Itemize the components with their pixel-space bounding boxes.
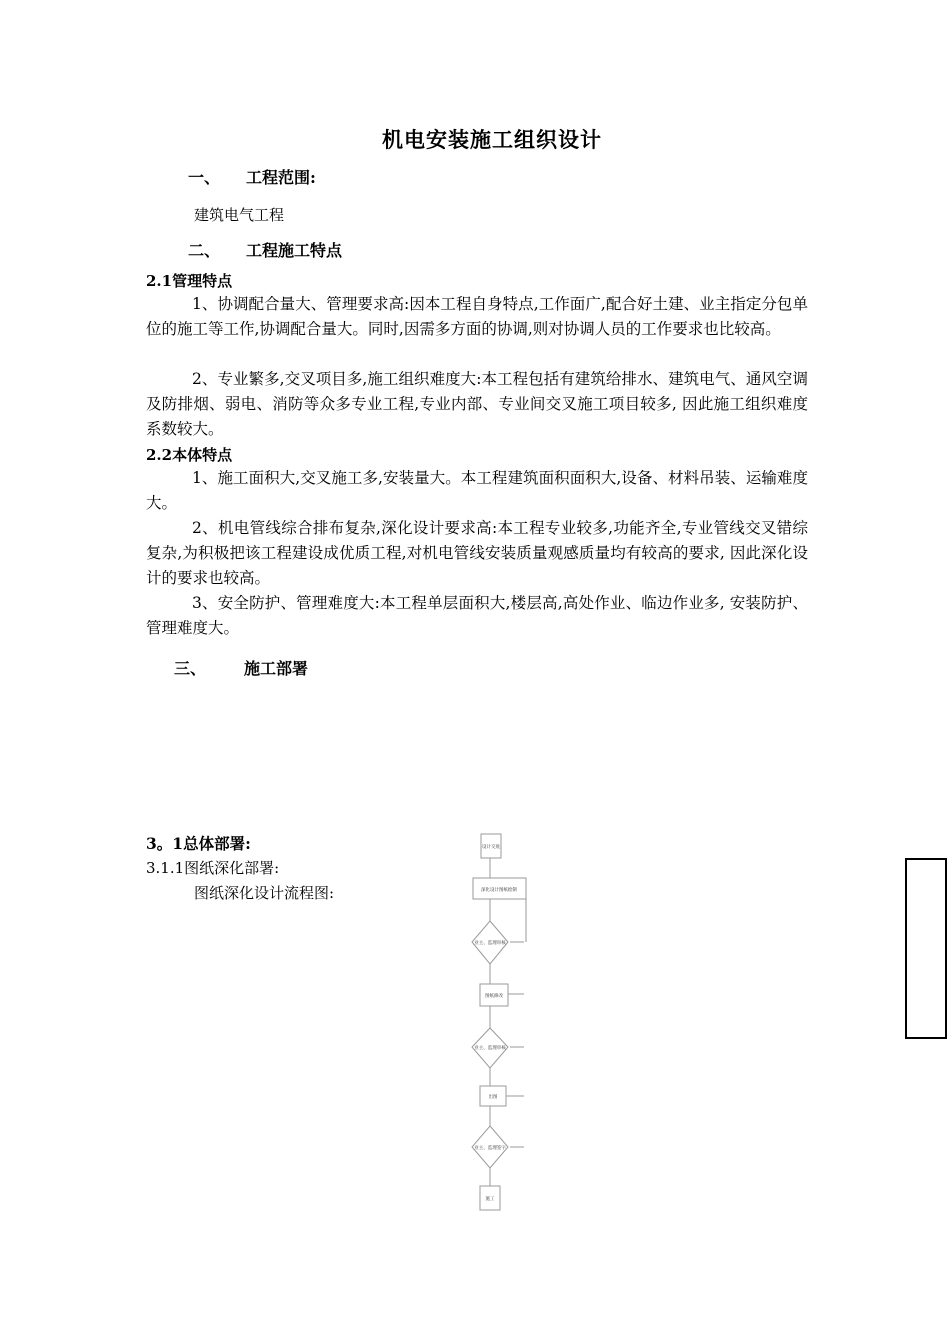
flow-node-label: 业主、监理审核 (474, 941, 506, 946)
flow-node-label: 设计交底 (482, 845, 500, 850)
section-2-title: 工程施工特点 (246, 241, 343, 260)
paragraph-2-2-2: 2、机电管线综合排布复杂,深化设计要求高:本工程专业较多,功能齐全,专业管线交叉错综复杂,为积极把该工程建设成优质工程,对机电管线安装质量观感质量均有较高的要求, 因此深化设计的要求也较高。 (146, 519, 808, 587)
flow-node-label: 深化设计图纸绘制 (481, 888, 517, 893)
section-2-heading (188, 238, 342, 261)
subsection-3-1-heading: 3。1总体部署: (146, 834, 251, 853)
document-title: 机电安装施工组织设计 (382, 127, 602, 152)
flow-node-label: 施工 (485, 1197, 495, 1202)
flow-node-label: 图纸修改 (485, 994, 503, 999)
section-3-number: 三、 (174, 659, 207, 678)
margin-box (905, 858, 947, 1039)
section-3-heading (174, 656, 308, 679)
paragraph-2-1-2: 2、专业繁多,交叉项目多,施工组织难度大:本工程包括有建筑给排水、建筑电气、通风空调及防排烟、弱电、消防等众多专业工程,专业内部、专业间交叉施工项目较多, 因此施工组织难度系数较大。 (146, 370, 808, 438)
paragraph-2-1-1: 1、协调配合量大、管理要求高:因本工程自身特点,工作面广,配合好土建、业主指定分包单位的施工等工作,协调配合量大。同时,因需多方面的协调,则对协调人员的工作要求也比较高。 (146, 295, 808, 338)
paragraph-2-2-3: 3、安全防护、管理难度大:本工程单层面积大,楼层高,高处作业、临边作业多, 安装防护、管理难度大。 (146, 594, 808, 637)
flow-node-label: 业主、监理审核 (474, 1046, 506, 1051)
subsection-2-2-heading: 2.2本体特点 (146, 446, 233, 464)
section-2-number: 二、 (188, 241, 221, 260)
paragraph-2-2-1: 1、施工面积大,交叉施工多,安装量大。本工程建筑面积面积大,设备、材料吊装、运输难度大。 (146, 469, 808, 512)
section-1-number: 一、 (188, 168, 221, 187)
flow-node-label: 出图 (488, 1095, 498, 1100)
section-3-title: 施工部署 (244, 659, 309, 678)
section-1-heading (188, 165, 316, 188)
subsection-3-1-1-heading: 3.1.1图纸深化部署: (146, 859, 280, 877)
scope-text: 建筑电气工程 (194, 206, 285, 224)
section-1-title: 工程范围: (246, 168, 316, 187)
design-flowchart (466, 826, 530, 1216)
subsection-2-1-heading: 2.1管理特点 (146, 272, 233, 290)
flow-node-label: 业主、监理签字 (474, 1146, 506, 1151)
flowchart-caption: 图纸深化设计流程图: (194, 884, 335, 902)
